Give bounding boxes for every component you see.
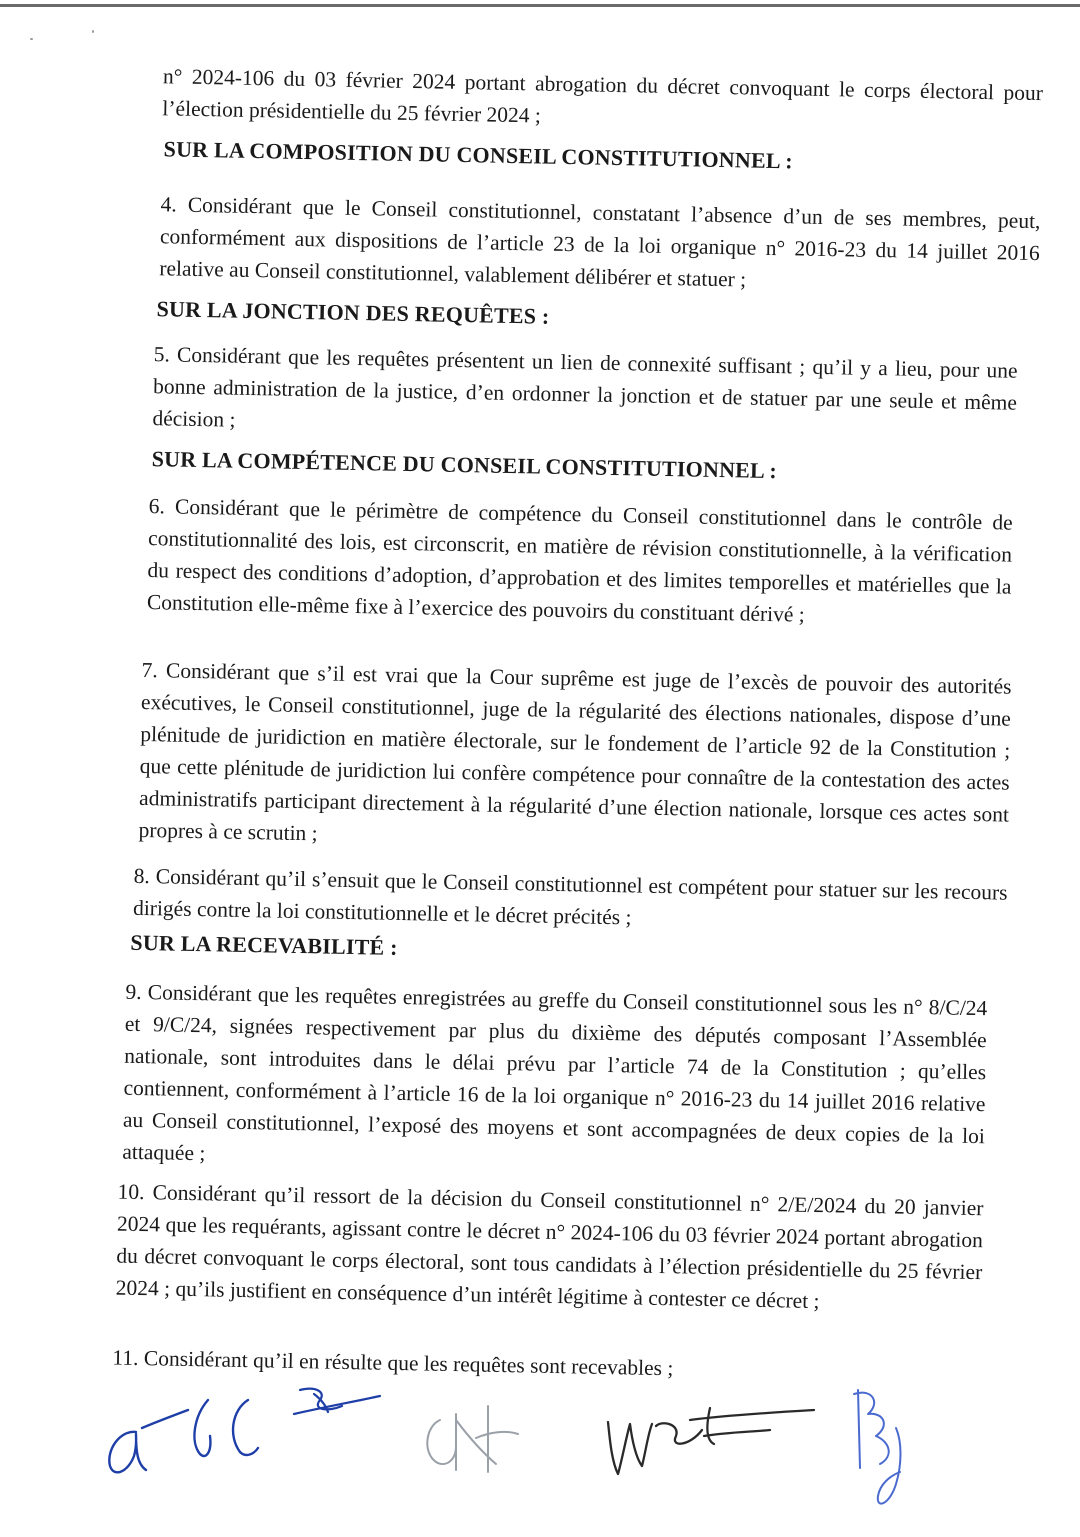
paragraph-10: 10. Considérant qu’il ressort de la décision du Conseil constitutionnel n° 2/E/2024 du 20 janvier 2024 que les requérants, agissant contre le décret n° 2024-106 du 03 février 2024 portant abrogation du décret convoquant le corps électoral, sont tous candidats à l’élection présidentielle du 25 février 2024 ; qu’ils justifient en conséquence d’un intérêt légitime à contester ce décret ; xyxy=(115,1179,984,1314)
signature-2-handwritten xyxy=(294,1389,380,1414)
paragraph-6: 6. Considérant que le périmètre de compétence du Conseil constitutionnel dans le contrôle de constitutionnalité des lois, est circonscrit, en matière de révision constitutionnelle, à la vérification du respect des conditions d’adoption, d’approbation et des limites temporelles et matérielles que la Constitution elle-même fixe à l’exercice des pouvoirs du constituant dérivé ; xyxy=(146,494,1013,627)
signature-5-handwritten xyxy=(854,1390,901,1504)
paragraph-4: 4. Considérant que le Conseil constitutionnel, constatant l’absence d’un de ses membres, peut, conformément aux dispositions de l’article 23 de la loi organique n° 2016-23 du 14 juillet 2016 relative au Conseil constitutionnel, valablement délibérer et statuer ; xyxy=(159,192,1041,292)
signature-3-handwritten xyxy=(427,1406,518,1472)
signature-1-handwritten xyxy=(109,1400,258,1472)
section-heading-recevabilite: SUR LA RECEVABILITÉ : xyxy=(130,929,398,960)
paragraph-8: 8. Considérant qu’il s’ensuit que le Conseil constitutionnel est compétent pour statuer sur les recours dirigés contre la loi constitutionnelle et le décret précités ; xyxy=(132,863,1008,930)
paragraph-9: 9. Considérant que les requêtes enregistrées au greffe du Conseil constitutionnel sous les n° 8/C/24 et 9/C/24, signées respectivement par plus du dixième des députés composant l’Assemblée nationale, sont introduites dans le délai prévu par l’article 74 de la Constitution ; qu’elles contiennent, conformément à l’article 16 de la loi organique n° 2016-23 du 14 juillet 2016 relative au Conseil constitutionnel, l’exposé des moyens et sont accompagnées de deux copies de la loi attaquée ; xyxy=(122,979,988,1166)
paragraph-11: 11. Considérant qu’il en résulte que les requêtes sont recevables ; xyxy=(112,1345,674,1381)
paragraph-7: 7. Considérant que s’il est vrai que la Cour suprême est juge de l’excès de pouvoir des autorités exécutives, le Conseil constitutionnel, juge de la régularité des élections nationales, dispose d’une plénitude de juridiction en matière électorale, sur le fondement de l’article 92 de la Constitution ; que cette plénitude de juridiction lui confère compétence pour connaître de la contestation des actes administratifs participant directement à la régularité d’une élection nationale, lorsque ces actes sont propres à ce scrutin ; xyxy=(138,657,1012,846)
signatures-area xyxy=(90,1380,950,1525)
paragraph-5: 5. Considérant que les requêtes présentent un lien de connexité suffisant ; qu’il y a lieu, pour une bonne administration de la justice, d’en ordonner la jonction et de statuer par une seule et même décision ; xyxy=(152,342,1018,432)
signature-4-handwritten xyxy=(608,1408,814,1474)
section-heading-competence: SUR LA COMPÉTENCE DU CONSEIL CONSTITUTIONNEL : xyxy=(151,446,778,484)
section-heading-jonction: SUR LA JONCTION DES REQUÊTES : xyxy=(156,296,550,329)
continuation-paragraph: n° 2024-106 du 03 février 2024 portant abrogation du décret convoquant le corps électoral pour l’élection présidentielle du 25 février 2024 ; xyxy=(162,64,1044,128)
section-heading-composition: SUR LA COMPOSITION DU CONSEIL CONSTITUTIONNEL : xyxy=(163,136,793,174)
